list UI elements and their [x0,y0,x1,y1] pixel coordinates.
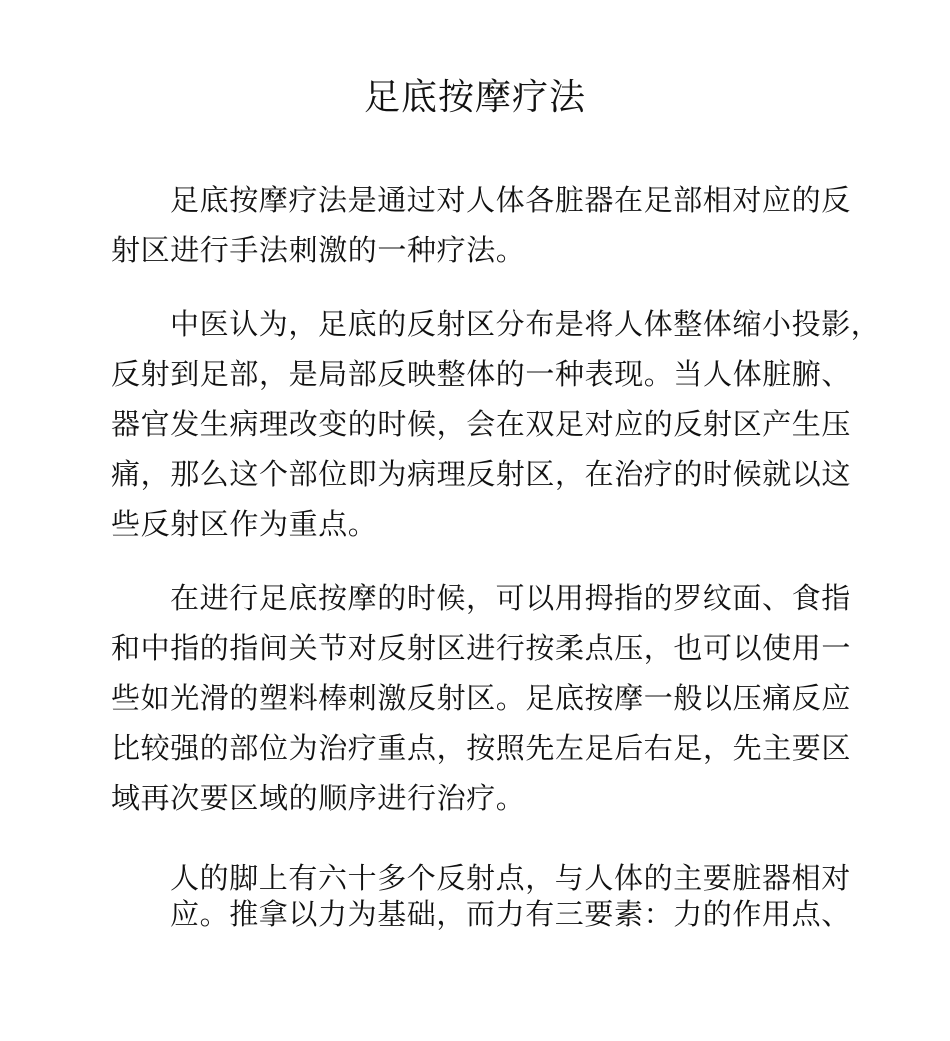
paragraph-2-line-3: 器官发生病理改变的时候，会在双足对应的反射区产生压 [111,407,852,441]
paragraph-2-line-5: 些反射区作为重点。 [111,507,378,541]
paragraph-4-line-1: 人的脚上有六十多个反射点，与人体的主要脏器相对 [170,861,851,895]
paragraph-3-line-1: 在进行足底按摩的时候，可以用拇指的罗纹面、食指 [170,581,851,615]
paragraph-1-line-1: 足底按摩疗法是通过对人体各脏器在足部相对应的反 [170,183,851,217]
paragraph-2-line-1: 中医认为，足底的反射区分布是将人体整体缩小投影， [170,307,881,341]
paragraph-4-line-2: 应。推拿以力为基础，而力有三要素：力的作用点、 [170,897,851,931]
paragraph-1-line-2: 射区进行手法刺激的一种疗法。 [111,233,526,267]
paragraph-2-line-4: 痛，那么这个部位即为病理反射区，在治疗的时候就以这 [111,457,852,491]
paragraph-3-line-2: 和中指的指间关节对反射区进行按柔点压，也可以使用一 [111,631,852,665]
paragraph-2-line-2: 反射到足部，是局部反映整体的一种表现。当人体脏腑、 [111,357,852,391]
paragraph-3-line-5: 域再次要区域的顺序进行治疗。 [111,781,526,815]
document-title: 足底按摩疗法 [363,77,586,118]
paragraph-3-line-4: 比较强的部位为治疗重点，按照先左足后右足，先主要区 [111,731,852,765]
paragraph-3-line-3: 些如光滑的塑料棒刺激反射区。足底按摩一般以压痛反应 [111,681,852,715]
